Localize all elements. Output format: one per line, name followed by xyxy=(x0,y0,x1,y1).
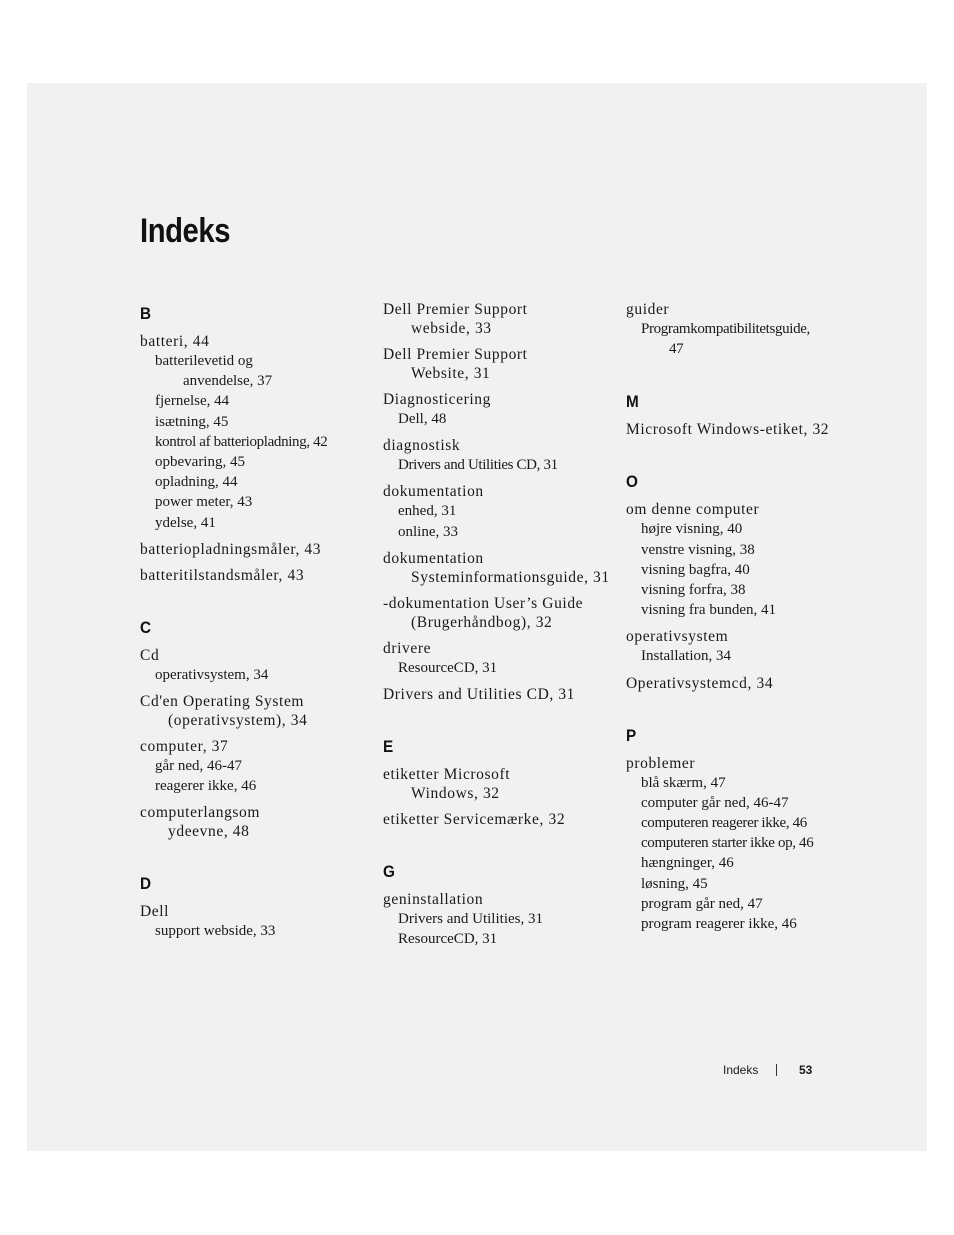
index-subterm xyxy=(626,319,858,359)
index-subterm-line: fjernelse, 44 xyxy=(155,393,230,410)
index-term-line: Dell Premier Support xyxy=(383,346,528,363)
index-subterm xyxy=(140,432,372,452)
section-letter: M xyxy=(626,392,639,412)
index-entry xyxy=(626,754,858,935)
index-term xyxy=(626,627,858,646)
index-entry xyxy=(383,810,615,829)
index-term-line: dokumentation xyxy=(383,549,484,567)
index-subterm xyxy=(626,914,858,934)
index-subterm-line: visning fra bunden, 41 xyxy=(641,602,776,619)
section-letter: D xyxy=(140,874,152,894)
index-subterm xyxy=(383,522,615,542)
index-entry xyxy=(383,639,615,678)
index-term-line: Website, 31 xyxy=(411,365,491,382)
index-entry xyxy=(383,765,615,803)
page-number: 53 xyxy=(799,1063,813,1077)
index-term xyxy=(383,482,615,501)
index-term-line: etiketter Servicemærke, 32 xyxy=(383,811,566,829)
index-term-line: Windows, 32 xyxy=(411,785,500,803)
index-subterm xyxy=(626,540,858,560)
index-term xyxy=(383,594,615,632)
index-subterm-line: blå skærm, 47 xyxy=(641,774,726,791)
index-entry xyxy=(140,540,372,559)
index-term xyxy=(140,566,372,585)
index-subterm-line: batterilevetid og xyxy=(155,353,253,369)
index-section xyxy=(383,300,615,704)
index-section xyxy=(626,472,858,692)
index-entry xyxy=(383,549,615,587)
index-term xyxy=(140,737,372,756)
index-term-line: Diagnosticering xyxy=(383,391,492,408)
index-entry xyxy=(140,566,372,585)
index-subterm-line: opbevaring, 45 xyxy=(155,454,245,471)
index-entry xyxy=(383,436,615,475)
index-subterm-line: Drivers and Utilities CD, 31 xyxy=(398,457,558,474)
index-term xyxy=(626,500,858,519)
index-entry xyxy=(140,646,372,685)
index-entry xyxy=(383,890,615,949)
footer-label: Indeks xyxy=(723,1063,759,1077)
index-term-line: -dokumentation User’s Guide xyxy=(383,594,584,612)
index-term-line: Cd xyxy=(140,646,160,664)
section-letter: B xyxy=(140,304,152,323)
index-section xyxy=(626,300,858,359)
index-subterm xyxy=(140,756,372,776)
index-subterm-line: online, 33 xyxy=(398,523,458,540)
index-subterm xyxy=(626,580,858,600)
index-subterm xyxy=(626,894,858,914)
index-term-line: dokumentation xyxy=(383,483,484,501)
index-subterm xyxy=(140,452,372,472)
index-term xyxy=(383,390,615,409)
index-entry xyxy=(140,803,372,841)
index-entry xyxy=(626,627,858,666)
index-term xyxy=(626,754,858,773)
index-subterm xyxy=(383,409,615,429)
index-column-3 xyxy=(626,300,858,967)
index-subterm xyxy=(626,560,858,580)
index-section xyxy=(140,618,372,842)
section-letter: P xyxy=(626,725,637,745)
index-subterm-line: enhed, 31 xyxy=(398,503,457,520)
index-section xyxy=(140,874,372,941)
index-subterm xyxy=(383,501,615,521)
index-entry xyxy=(140,737,372,796)
index-section xyxy=(383,737,615,829)
index-term xyxy=(626,420,858,439)
index-subterm xyxy=(383,929,615,949)
index-subterm-line: går ned, 46-47 xyxy=(155,758,243,775)
index-subterm-line: support webside, 33 xyxy=(155,923,276,940)
index-subterm xyxy=(383,455,615,475)
index-term-line: Microsoft Windows-etiket, 32 xyxy=(626,421,830,439)
index-term-line: operativsystem xyxy=(626,628,729,646)
index-subterm-line: ResourceCD, 31 xyxy=(398,659,498,676)
index-subterm-line: Drivers and Utilities, 31 xyxy=(398,911,543,928)
index-subterm-line: hængninger, 46 xyxy=(641,855,734,872)
index-entry xyxy=(626,500,858,620)
index-column-1 xyxy=(140,300,372,975)
index-entry xyxy=(383,390,615,429)
index-subterm-line: computeren starter ikke op, 46 xyxy=(641,835,814,852)
index-entry xyxy=(140,332,372,533)
index-subterm-line: operativsystem, 34 xyxy=(155,666,269,683)
index-subterm xyxy=(626,519,858,539)
index-term xyxy=(383,345,615,383)
index-term xyxy=(383,810,615,829)
index-term xyxy=(140,540,372,559)
index-subterm-line: isætning, 45 xyxy=(155,413,229,430)
index-subterm-line: 47 xyxy=(669,341,684,358)
index-subterm xyxy=(140,492,372,512)
index-term-line: Systeminformationsguide, 31 xyxy=(411,568,610,586)
section-letter: G xyxy=(383,862,395,882)
index-subterm-line: anvendelse, 37 xyxy=(183,373,273,390)
index-term-line: Operativsystemcd, 34 xyxy=(626,674,774,692)
index-entry xyxy=(626,674,858,693)
index-term xyxy=(383,765,615,803)
index-term-line: guider xyxy=(626,301,670,318)
index-entry xyxy=(140,692,372,730)
index-subterm-line: højre visning, 40 xyxy=(641,521,743,538)
index-subterm xyxy=(626,853,858,873)
index-subterm-line: løsning, 45 xyxy=(641,875,708,892)
index-subterm-line: ydelse, 41 xyxy=(155,514,216,531)
index-entry xyxy=(626,420,858,439)
index-entry xyxy=(383,594,615,632)
index-subterm-line: visning forfra, 38 xyxy=(641,582,746,599)
index-entry xyxy=(383,685,615,704)
index-subterm xyxy=(140,921,372,941)
footer-separator xyxy=(776,1064,777,1076)
index-subterm-line: ResourceCD, 31 xyxy=(398,931,498,948)
index-term-line: Drivers and Utilities CD, 31 xyxy=(383,686,576,704)
index-subterm xyxy=(626,646,858,666)
index-subterm-line: computer går ned, 46-47 xyxy=(641,794,789,811)
index-subterm xyxy=(626,813,858,833)
index-subterm-line: computeren reagerer ikke, 46 xyxy=(641,815,807,832)
index-term xyxy=(383,890,615,909)
index-term-line: webside, 33 xyxy=(411,320,492,337)
index-subterm xyxy=(626,833,858,853)
index-subterm xyxy=(383,658,615,678)
index-term-line: batteriopladningsmåler, 43 xyxy=(140,540,322,558)
index-term xyxy=(383,549,615,587)
index-term xyxy=(140,332,372,351)
index-term-line: computerlangsom xyxy=(140,804,261,822)
index-term-line: batteri, 44 xyxy=(140,333,210,350)
index-subterm xyxy=(140,412,372,432)
index-subterm xyxy=(626,600,858,620)
index-term xyxy=(383,685,615,704)
index-term-line: (Brugerhåndbog), 32 xyxy=(411,613,553,631)
index-subterm-line: program går ned, 47 xyxy=(641,895,763,912)
index-entry xyxy=(626,300,858,359)
index-subterm xyxy=(140,391,372,411)
index-subterm-line: Installation, 34 xyxy=(641,648,731,665)
index-term-line: Cd'en Operating System xyxy=(140,693,305,711)
index-term-line: etiketter Microsoft xyxy=(383,766,511,784)
index-term-line: Dell xyxy=(140,903,170,921)
index-subterm xyxy=(140,351,372,391)
index-subterm xyxy=(140,776,372,796)
index-subterm xyxy=(140,472,372,492)
index-term-line: om denne computer xyxy=(626,501,760,519)
index-subterm-line: opladning, 44 xyxy=(155,474,238,491)
index-subterm-line: Programkompatibilitetsguide, xyxy=(641,321,810,337)
index-section xyxy=(383,862,615,949)
index-term xyxy=(140,803,372,841)
index-term xyxy=(626,674,858,693)
index-subterm xyxy=(140,513,372,533)
index-term-line: geninstallation xyxy=(383,891,484,909)
index-entry xyxy=(140,902,372,941)
index-subterm xyxy=(626,773,858,793)
index-section xyxy=(626,726,858,935)
index-subterm-line: Dell, 48 xyxy=(398,411,447,427)
index-subterm xyxy=(626,874,858,894)
index-section xyxy=(140,304,372,585)
index-section xyxy=(626,392,858,439)
index-term-line: ydeevne, 48 xyxy=(168,823,250,841)
index-term xyxy=(383,436,615,455)
index-subterm-line: kontrol af batteriopladning, 42 xyxy=(155,433,328,450)
index-subterm xyxy=(383,909,615,929)
section-letter: C xyxy=(140,617,152,637)
index-subterm xyxy=(140,665,372,685)
index-term xyxy=(140,646,372,665)
index-term xyxy=(383,300,615,338)
section-letter: O xyxy=(626,472,638,492)
index-subterm-line: reagerer ikke, 46 xyxy=(155,778,257,795)
index-term-line: computer, 37 xyxy=(140,738,229,756)
index-entry xyxy=(383,482,615,541)
index-entry xyxy=(383,345,615,383)
index-term-line: batteritilstandsmåler, 43 xyxy=(140,566,305,584)
index-subterm xyxy=(626,793,858,813)
index-subterm-line: visning bagfra, 40 xyxy=(641,561,750,578)
index-term xyxy=(383,639,615,658)
index-entry xyxy=(383,300,615,338)
index-term xyxy=(140,902,372,921)
index-term-line: drivere xyxy=(383,639,432,657)
index-term-line: Dell Premier Support xyxy=(383,301,528,318)
index-subterm-line: venstre visning, 38 xyxy=(641,541,755,558)
index-term xyxy=(140,692,372,730)
index-term xyxy=(626,300,858,319)
section-letter: E xyxy=(383,737,394,757)
index-term-line: diagnostisk xyxy=(383,437,461,455)
index-subterm-line: power meter, 43 xyxy=(155,494,253,511)
index-subterm-line: program reagerer ikke, 46 xyxy=(641,916,797,933)
page-title: Indeks xyxy=(140,212,231,250)
index-term-line: problemer xyxy=(626,754,696,772)
index-term-line: (operativsystem), 34 xyxy=(168,712,308,730)
index-column-2 xyxy=(383,300,615,982)
